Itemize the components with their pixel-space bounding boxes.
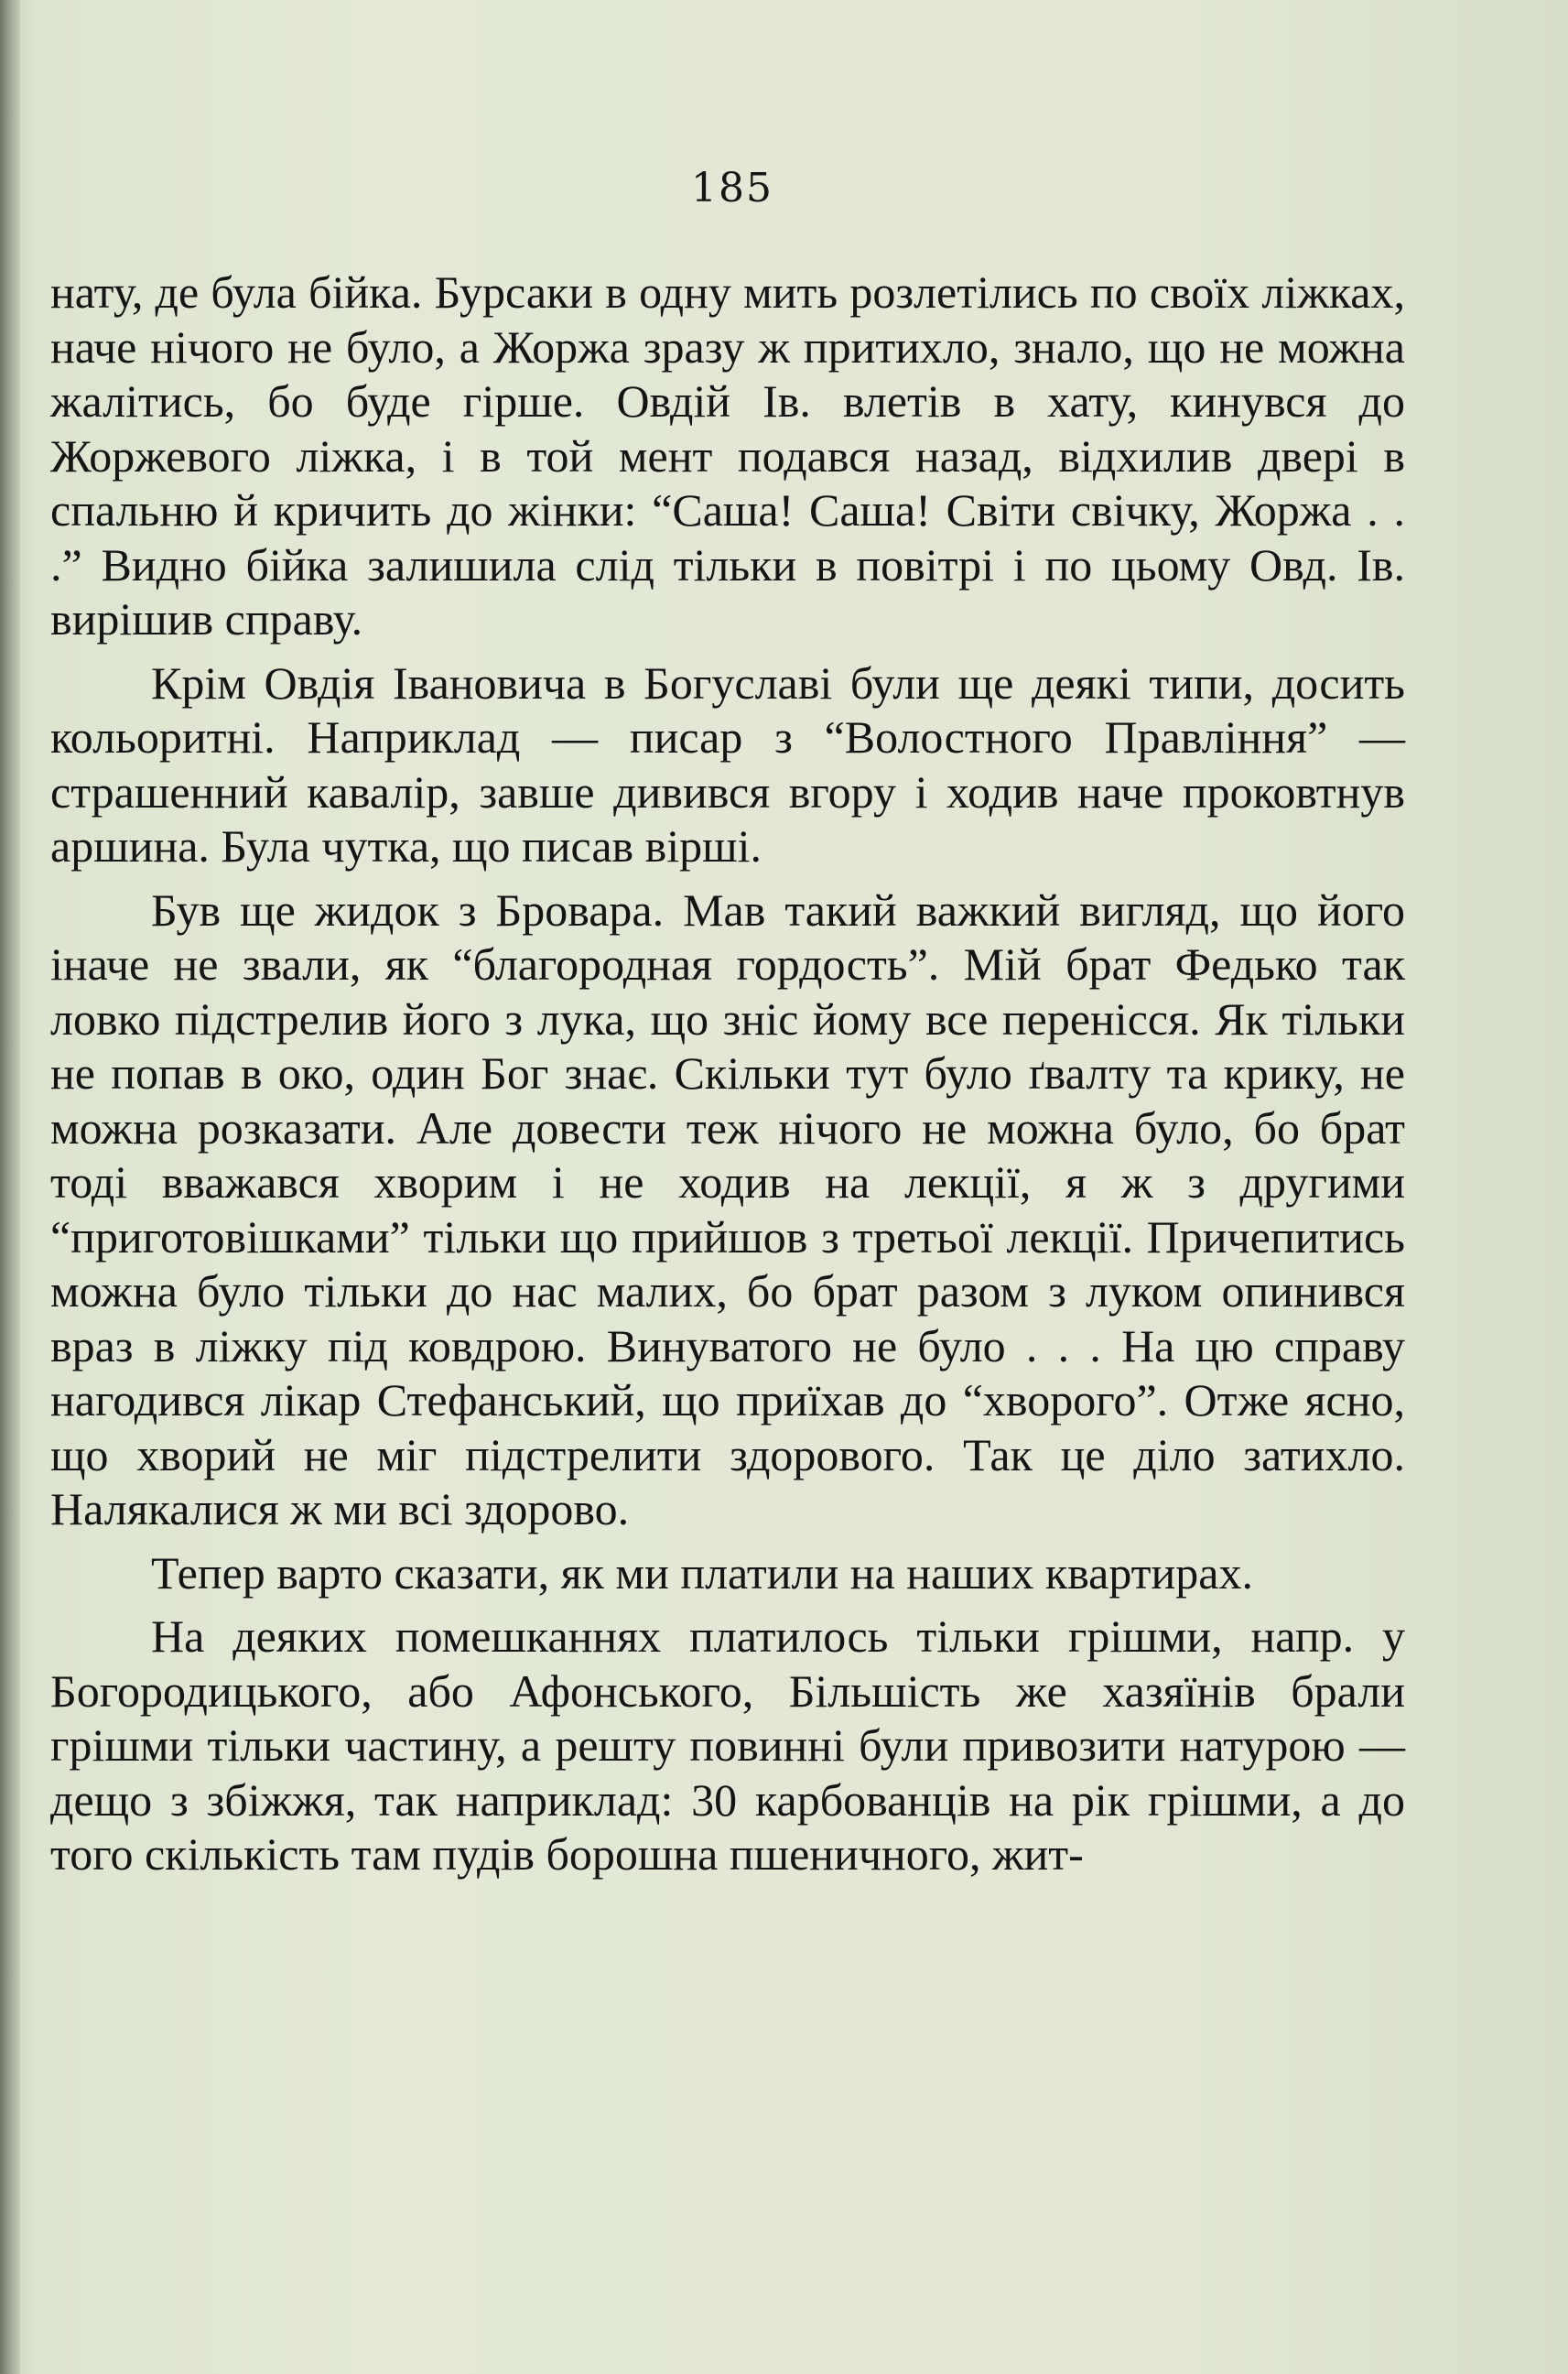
paragraph-5: На деяких помешканнях платилось тільки грішми, напр. у Богородицького, або Афонського, Більшість же хазяїнів брали грішми тільки частину, а решту повинні були привозити натурою — дещо з збіжжя, так наприклад: 30 карбованців на рік грішми, а до того скількість там пудів борошна пшеничного, жит- <box>50 1610 1405 1880</box>
paragraph-3: Був ще жидок з Бровара. Мав такий важкий вигляд, що його іначе не звали, як “благородная гордость”. Мій брат Федько так ловко підстрелив його з лука, що зніс йому все перенісся. Як тільки не попав в око, один Бог знає. Скільки тут було ґвалту та крику, не можна розказати. Але довести теж нічого не можна було, бо брат тоді вважався хворим і не ходив на лекції, я ж з другими “приготовішками” тільки що прийшов з третьої лекції. Причепитись можна було тільки до нас малих, бо брат разом з луком опинився враз в ліжку під ковдрою. Винуватого не було . . . На цю справу нагодився лікар Стефанський, що приїхав до “хворого”. Отже ясно, що хворий не міг підстрелити здорового. Так це діло затихло. Налякалися ж ми всі здорово. <box>50 883 1405 1534</box>
page-binding-shadow <box>0 0 20 2374</box>
page-number: 185 <box>691 165 773 211</box>
paragraph-2: Крім Овдія Івановича в Богуславі були ще деякі типи, досить кольоритні. Наприклад — писар з “Волостного Правління” — страшенний кавалір, завше дивився вгору і ходив наче проковтнув аршина. Була чутка, що писав вірші. <box>50 656 1405 872</box>
body-text <box>50 266 1405 1882</box>
paragraph-1: нату, де була бійка. Бурсаки в одну мить розлетілись по своїх ліжках, наче нічого не було, а Жоржа зразу ж притихло, знало, що не можна жалітись, бо буде гірше. Овдій Ів. влетів в хату, кинувся до Жоржевого ліжка, і в той мент подався назад, відхилив двері в спальню й кричить до жінки: “Саша! Саша! Світи свічку, Жоржа . . .” Видно бійка залишила слід тільки в повітрі і по цьому Овд. Ів. вирішив справу. <box>50 266 1405 645</box>
paragraph-4: Тепер варто сказати, як ми платили на наших квартирах. <box>151 1546 1253 1599</box>
